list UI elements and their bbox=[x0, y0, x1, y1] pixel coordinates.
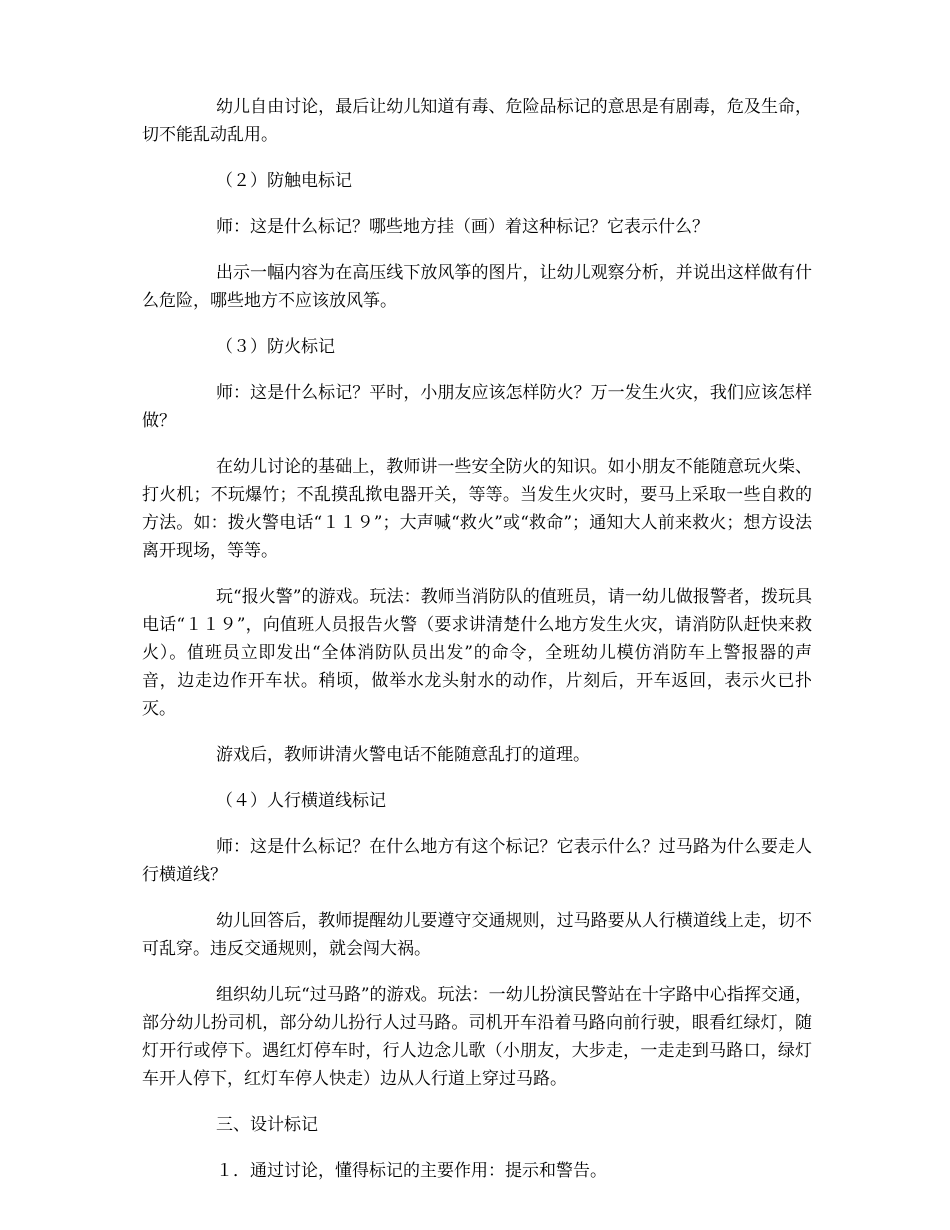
paragraph: 游戏后，教师讲清火警电话不能随意乱打的道理。 bbox=[216, 745, 590, 765]
subheading: （４）人行横道线标记 bbox=[216, 791, 386, 811]
paragraph: 幼儿自由讨论，最后让幼儿知道有毒、危险品标记的意思是有剧毒，危及生命，切不能乱动乱用。 bbox=[142, 97, 812, 145]
paragraph: 师：这是什么标记？在什么地方有这个标记？它表示什么？过马路为什么要走人行横道线？ bbox=[142, 837, 812, 885]
paragraph: 在幼儿讨论的基础上，教师讲一些安全防火的知识。如小朋友不能随意玩火柴、打火机；不玩爆竹；不乱摸乱揿电器开关，等等。当发生火灾时，要马上采取一些自救的方法。如：拨火警电话“１１９”；大声喊“救火”或“救命”；通知大人前来救火；想方设法离开现场，等等。 bbox=[142, 457, 812, 561]
paragraph: 师：这是什么标记？哪些地方挂（画）着这种标记？它表示什么？ bbox=[216, 217, 709, 237]
paragraph: 幼儿回答后，教师提醒幼儿要遵守交通规则，过马路要从人行横道线上走，切不可乱穿。违反交通规则，就会闯大祸。 bbox=[142, 911, 812, 959]
paragraph: 师：这是什么标记？平时，小朋友应该怎样防火？万一发生火灾，我们应该怎样做？ bbox=[142, 383, 812, 431]
subheading: （２）防触电标记 bbox=[216, 171, 352, 191]
document-page bbox=[142, 93, 812, 1203]
paragraph: 组织幼儿玩“过马路”的游戏。玩法：一幼儿扮演民警站在十字路中心指挥交通，部分幼儿扮司机，部分幼儿扮行人过马路。司机开车沿着马路向前行驶，眼看红绿灯，随灯开行或停下。遇红灯停车时，行人边念儿歌（小朋友，大步走，一走走到马路口，绿灯车开人停下，红灯车停人快走）边从人行道上穿过马路。 bbox=[142, 985, 812, 1089]
paragraph: 玩“报火警”的游戏。玩法：教师当消防队的值班员，请一幼儿做报警者，拨玩具电话“１１９”，向值班人员报告火警（要求讲清楚什么地方发生火灾，请消防队赶快来救火）。值班员立即发出“全体消防队员出发”的命令，全班幼儿模仿消防车上警报器的声音，边走边作开车状。稍顷，做举水龙头射水的动作，片刻后，开车返回，表示火已扑灭。 bbox=[142, 587, 812, 719]
section-heading: 三、设计标记 bbox=[216, 1115, 318, 1135]
subheading: （３）防火标记 bbox=[216, 337, 335, 357]
paragraph: 出示一幅内容为在高压线下放风筝的图片，让幼儿观察分析，并说出这样做有什么危险，哪些地方不应该放风筝。 bbox=[142, 263, 812, 311]
list-item: １．通过讨论，懂得标记的主要作用：提示和警告。 bbox=[216, 1161, 607, 1181]
